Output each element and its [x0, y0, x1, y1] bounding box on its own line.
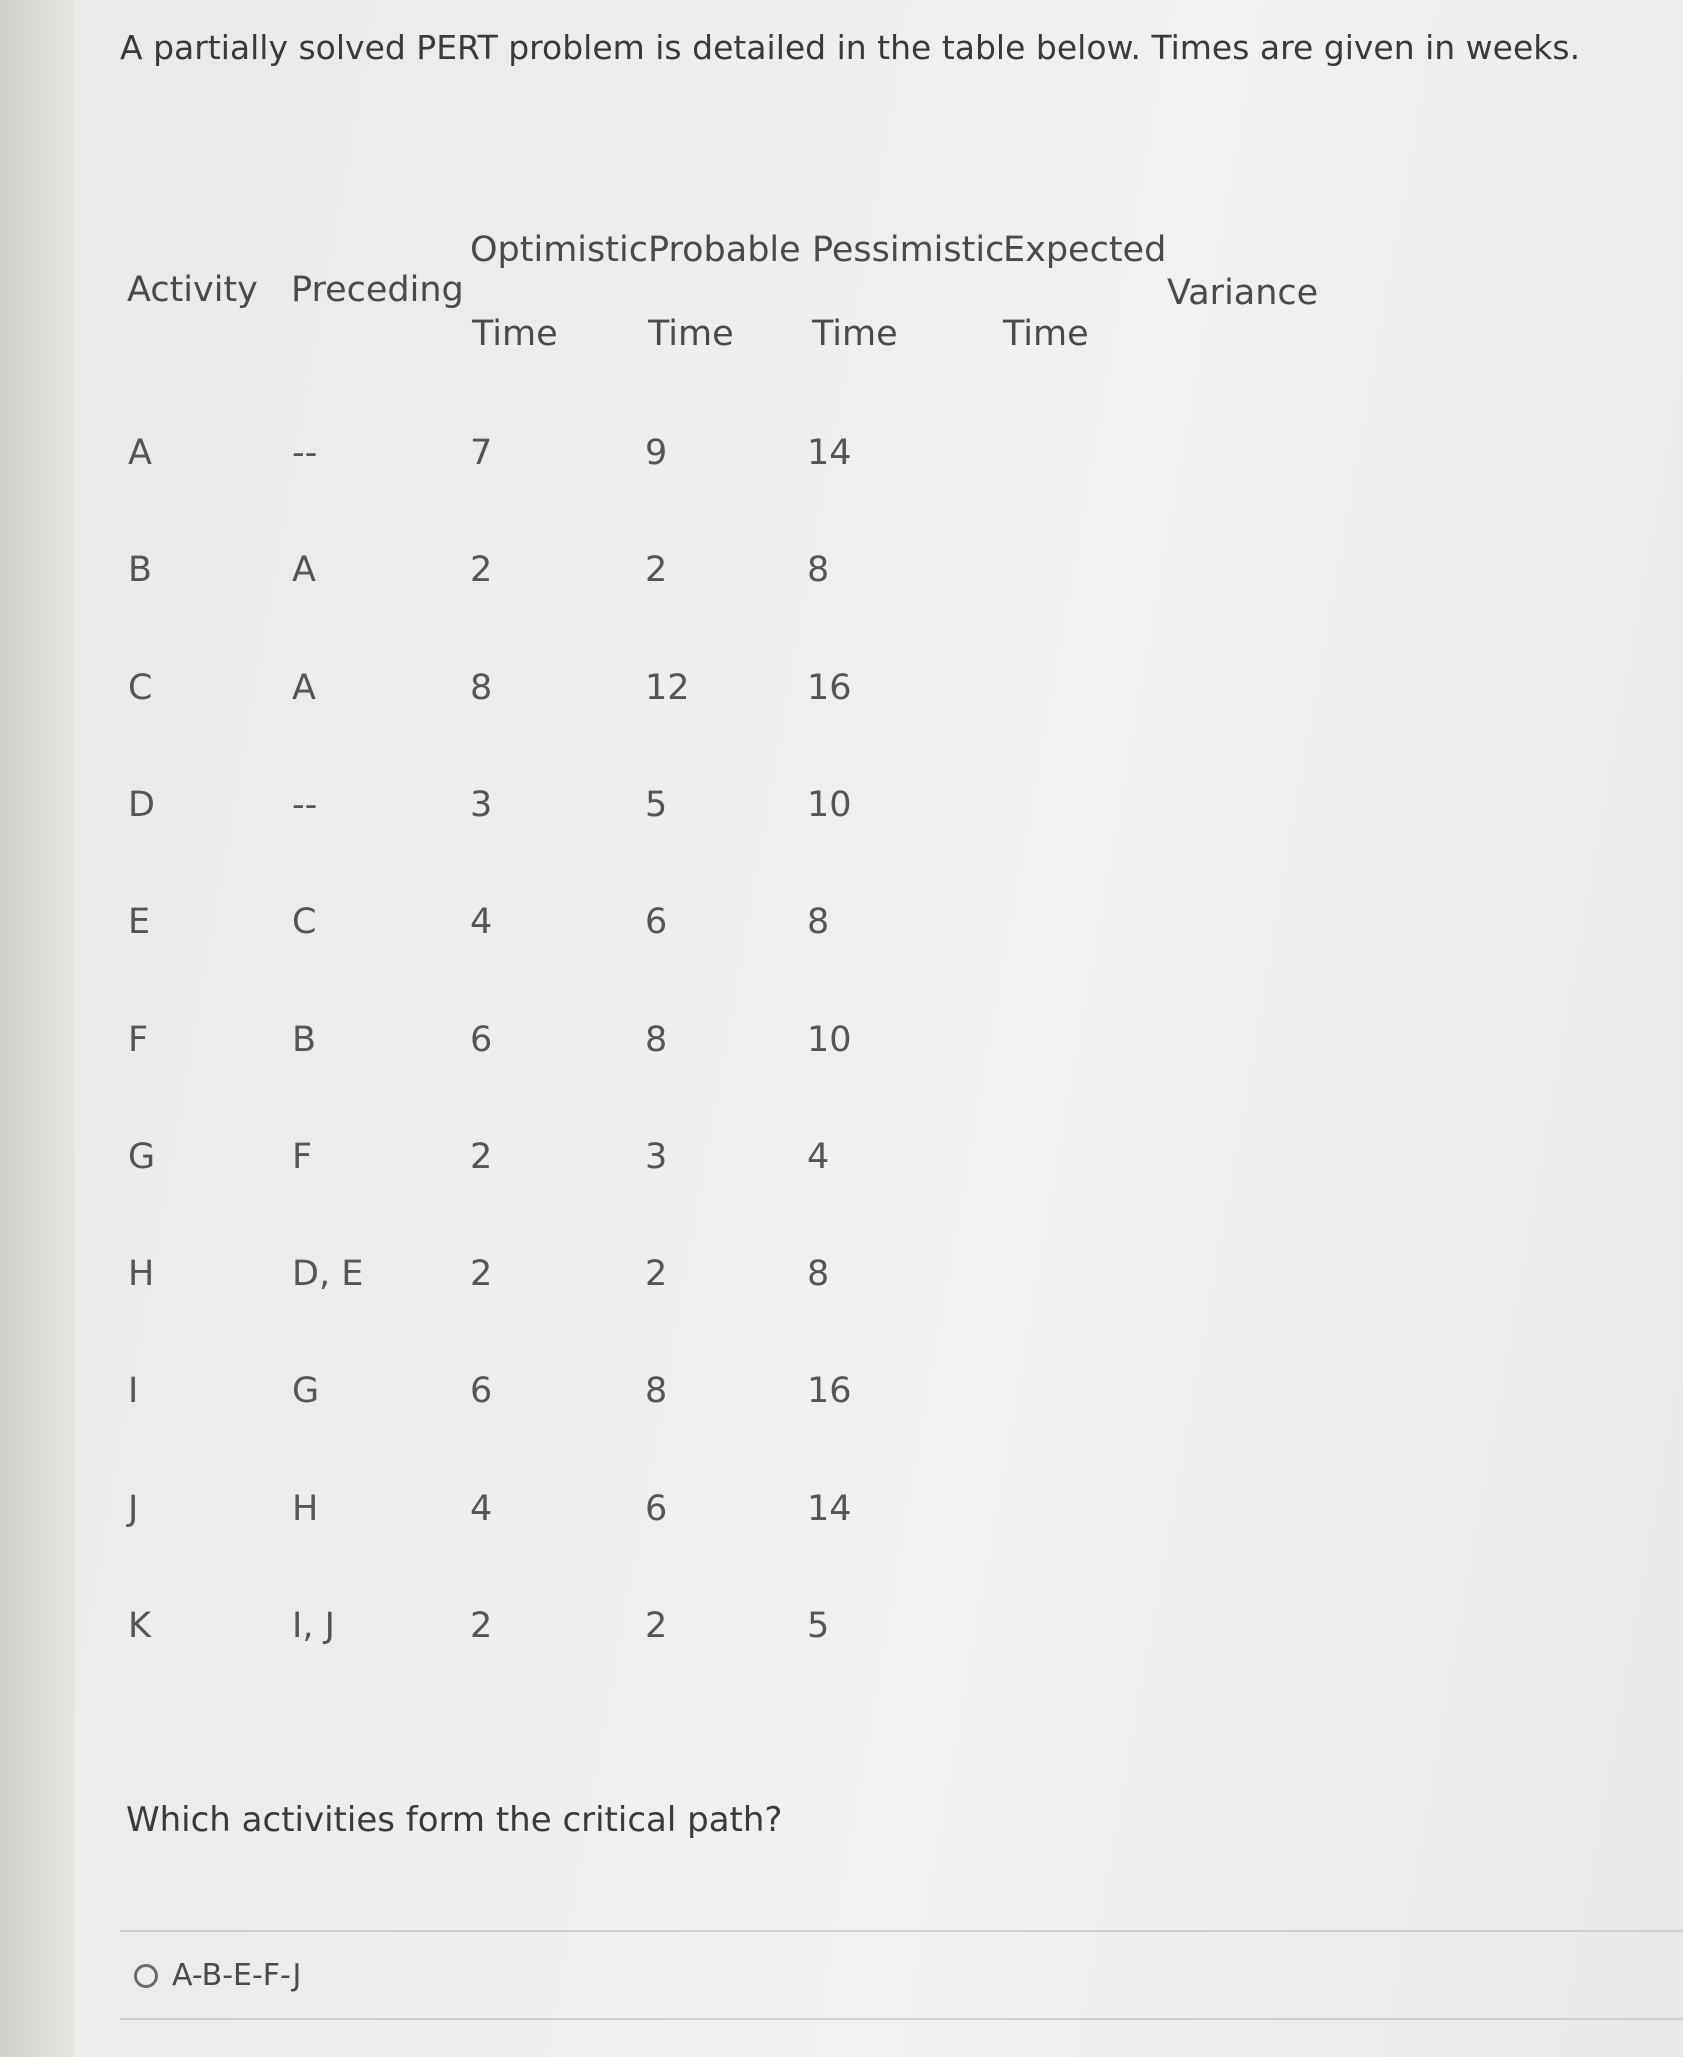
cell-optimistic: 6	[470, 1020, 493, 1060]
header-expected-time: Time	[1003, 314, 1089, 354]
header-probable: Probable	[648, 230, 801, 270]
cell-probable: 2	[645, 1606, 668, 1646]
cell-pessimistic: 14	[807, 1489, 852, 1529]
cell-pessimistic: 16	[807, 1371, 852, 1411]
cell-activity: K	[128, 1606, 151, 1646]
header-activity: Activity	[127, 270, 258, 310]
cell-activity: I	[128, 1371, 139, 1411]
cell-preceding: --	[292, 433, 318, 473]
header-preceding: Preceding	[291, 270, 464, 310]
header-optimistic: Optimistic	[470, 230, 648, 270]
cell-preceding: D, E	[292, 1254, 364, 1294]
cell-pessimistic: 4	[807, 1137, 830, 1177]
cell-pessimistic: 10	[807, 785, 852, 825]
option-divider-top	[120, 1930, 1683, 1932]
cell-optimistic: 6	[470, 1371, 493, 1411]
cell-preceding: I, J	[292, 1606, 335, 1646]
header-probable-time: Time	[648, 314, 734, 354]
header-expected: Expected	[1003, 230, 1167, 270]
cell-activity: C	[128, 668, 153, 708]
option-a-b-e-f-j[interactable]	[134, 1958, 301, 1993]
cell-activity: D	[128, 785, 155, 825]
cell-optimistic: 2	[470, 550, 493, 590]
cell-probable: 3	[645, 1137, 668, 1177]
cell-pessimistic: 14	[807, 433, 852, 473]
cell-pessimistic: 16	[807, 668, 852, 708]
cell-optimistic: 7	[470, 433, 493, 473]
option-label: A-B-E-F-J	[172, 1958, 302, 1993]
cell-activity: H	[128, 1254, 155, 1294]
cell-optimistic: 4	[470, 902, 493, 942]
cell-probable: 9	[645, 433, 668, 473]
cell-optimistic: 3	[470, 785, 493, 825]
left-edge	[0, 0, 74, 2057]
cell-preceding: C	[292, 902, 317, 942]
cell-probable: 6	[645, 902, 668, 942]
cell-activity: E	[128, 902, 151, 942]
cell-activity: F	[128, 1020, 149, 1060]
cell-activity: G	[128, 1137, 156, 1177]
header-pessimistic: Pessimistic	[812, 230, 1005, 270]
option-divider-bottom	[120, 2018, 1683, 2020]
header-variance: Variance	[1167, 273, 1319, 313]
cell-probable: 8	[645, 1020, 668, 1060]
cell-pessimistic: 5	[807, 1606, 830, 1646]
cell-probable: 2	[645, 550, 668, 590]
cell-activity: J	[128, 1489, 139, 1529]
cell-preceding: F	[292, 1137, 313, 1177]
header-pessimistic-time: Time	[812, 314, 898, 354]
cell-preceding: G	[292, 1371, 320, 1411]
cell-activity: A	[128, 433, 152, 473]
cell-probable: 8	[645, 1371, 668, 1411]
cell-pessimistic: 8	[807, 1254, 830, 1294]
critical-path-prompt: Which activities form the critical path?	[126, 1800, 783, 1840]
cell-optimistic: 2	[470, 1606, 493, 1646]
cell-probable: 6	[645, 1489, 668, 1529]
header-optimistic-time: Time	[472, 314, 558, 354]
cell-pessimistic: 10	[807, 1020, 852, 1060]
cell-preceding: B	[292, 1020, 317, 1060]
cell-pessimistic: 8	[807, 902, 830, 942]
cell-pessimistic: 8	[807, 550, 830, 590]
radio-button-icon[interactable]	[134, 1964, 158, 1988]
cell-activity: B	[128, 550, 153, 590]
cell-preceding: A	[292, 668, 316, 708]
question-text: A partially solved PERT problem is detailed in the table below. Times are given in weeks.	[120, 28, 1581, 67]
cell-probable: 12	[645, 668, 690, 708]
cell-probable: 5	[645, 785, 668, 825]
cell-preceding: H	[292, 1489, 319, 1529]
cell-preceding: A	[292, 550, 316, 590]
cell-optimistic: 2	[470, 1137, 493, 1177]
cell-probable: 2	[645, 1254, 668, 1294]
cell-preceding: --	[292, 785, 318, 825]
cell-optimistic: 4	[470, 1489, 493, 1529]
cell-optimistic: 2	[470, 1254, 493, 1294]
cell-optimistic: 8	[470, 668, 493, 708]
